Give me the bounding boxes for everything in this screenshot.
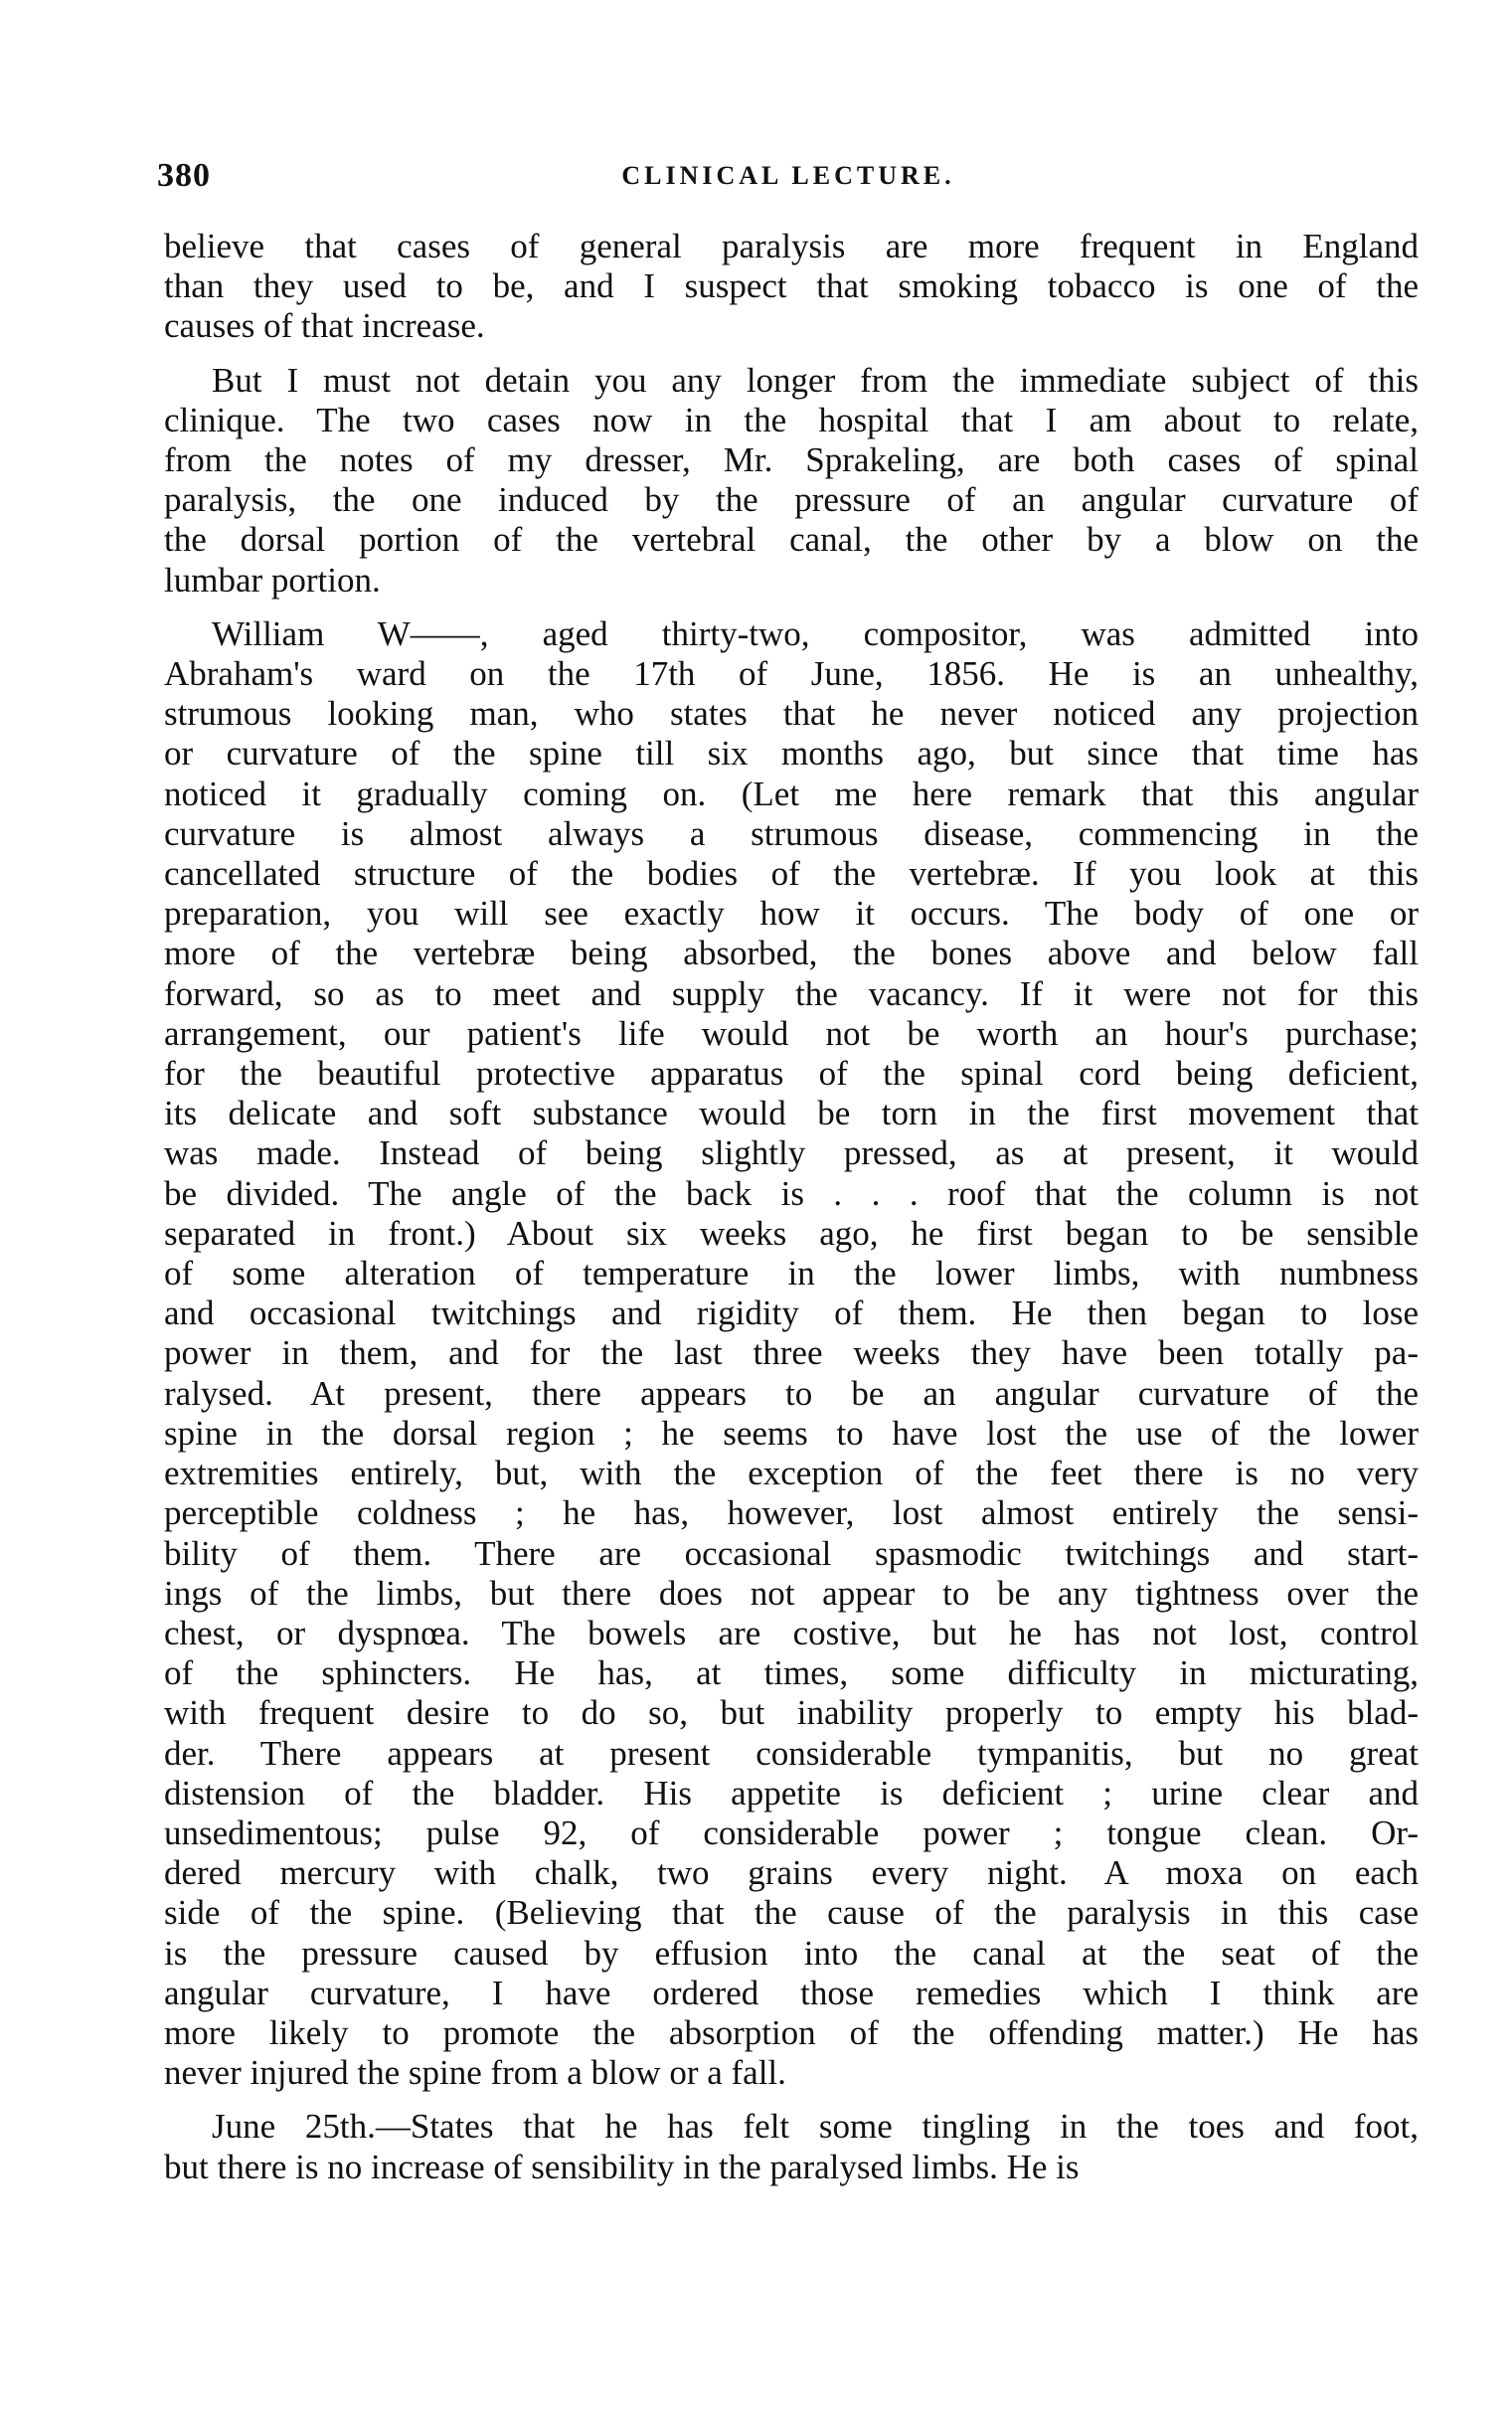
text-line: its delicate and soft substance would be torn in the first movement that bbox=[164, 1094, 1419, 1133]
text-line: never injured the spine from a blow or a fall. bbox=[164, 2053, 786, 2093]
paragraph-case-william bbox=[164, 614, 1419, 2094]
text-line: than they used to be, and I suspect that smoking tobacco is one of the bbox=[164, 266, 1419, 306]
text-line: the dorsal portion of the vertebral canal, the other by a blow on the bbox=[164, 520, 1419, 560]
text-line: for the beautiful protective apparatus of the spinal cord being deficient, bbox=[164, 1054, 1419, 1094]
text-line: separated in front.) About six weeks ago, he first began to be sensible bbox=[164, 1213, 1419, 1253]
paragraph-continuation bbox=[164, 227, 1419, 347]
paragraph-june-25th bbox=[164, 2107, 1419, 2186]
text-line: cancellated structure of the bodies of the vertebræ. If you look at this bbox=[164, 854, 1419, 894]
text-line: dered mercury with chalk, two grains every night. A moxa on each bbox=[164, 1853, 1419, 1893]
text-line: chest, or dyspnœa. The bowels are costive, but he has not lost, control bbox=[164, 1613, 1419, 1652]
text-line: more likely to promote the absorption of the offending matter.) He has bbox=[164, 2012, 1419, 2052]
text-line: June 25th.—States that he has felt some tingling in the toes and foot, bbox=[212, 2107, 1419, 2147]
text-line: forward, so as to meet and supply the vacancy. If it were not for this bbox=[164, 973, 1419, 1013]
text-line: curvature is almost always a strumous disease, commencing in the bbox=[164, 813, 1419, 853]
text-line: side of the spine. (Believing that the cause of the paralysis in this case bbox=[164, 1893, 1419, 1933]
text-line: power in them, and for the last three weeks they have been totally pa- bbox=[164, 1333, 1419, 1373]
text-line: perceptible coldness ; he has, however, lost almost entirely the sensi- bbox=[164, 1493, 1419, 1533]
text-line: ings of the limbs, but there does not appear to be any tightness over the bbox=[164, 1573, 1419, 1613]
text-line: was made. Instead of being slightly pressed, as at present, it would bbox=[164, 1133, 1419, 1173]
text-line: arrangement, our patient's life would not be worth an hour's purchase; bbox=[164, 1013, 1419, 1053]
text-line: of some alteration of temperature in the lower limbs, with numbness bbox=[164, 1254, 1419, 1294]
text-line: from the notes of my dresser, Mr. Sprakeling, are both cases of spinal bbox=[164, 440, 1419, 480]
text-line: paralysis, the one induced by the pressure of an angular curvature of bbox=[164, 480, 1419, 520]
text-line: bility of them. There are occasional spasmodic twitchings and start- bbox=[164, 1533, 1419, 1573]
text-line: but there is no increase of sensibility in the paralysed limbs. He is bbox=[164, 2147, 1080, 2186]
text-line: is the pressure caused by effusion into the canal at the seat of the bbox=[164, 1933, 1419, 1973]
text-line: believe that cases of general paralysis are more frequent in England bbox=[164, 227, 1419, 265]
page-header bbox=[157, 157, 1420, 207]
text-line: of the sphincters. He has, at times, some difficulty in micturating, bbox=[164, 1653, 1419, 1693]
text-line: be divided. The angle of the back is . . . roof that the column is not bbox=[164, 1173, 1419, 1213]
text-line: Abraham's ward on the 17th of June, 1856. He is an unhealthy, bbox=[164, 654, 1419, 694]
text-line: and occasional twitchings and rigidity of them. He then began to lose bbox=[164, 1294, 1419, 1333]
text-line: more of the vertebræ being absorbed, the bones above and below fall bbox=[164, 934, 1419, 973]
text-line: or curvature of the spine till six months ago, but since that time has bbox=[164, 734, 1419, 774]
text-line: causes of that increase. bbox=[164, 306, 485, 346]
text-line: spine in the dorsal region ; he seems to have lost the use of the lower bbox=[164, 1413, 1419, 1453]
text-line: preparation, you will see exactly how it occurs. The body of one or bbox=[164, 894, 1419, 934]
text-line: extremities entirely, but, with the exception of the feet there is no very bbox=[164, 1454, 1419, 1493]
text-line: der. There appears at present considerable tympanitis, but no great bbox=[164, 1733, 1419, 1773]
text-line: But I must not detain you any longer from the immediate subject of this bbox=[212, 360, 1419, 400]
paragraph-intro-cases bbox=[164, 361, 1419, 601]
text-line: angular curvature, I have ordered those remedies which I think are bbox=[164, 1973, 1419, 2012]
text-line: distension of the bladder. His appetite is deficient ; urine clear and bbox=[164, 1773, 1419, 1813]
text-line: William W——, aged thirty-two, compositor, was admitted into bbox=[212, 613, 1419, 653]
body-text bbox=[164, 227, 1419, 2187]
text-line: with frequent desire to do so, but inability properly to empty his blad- bbox=[164, 1693, 1419, 1733]
page-number: 380 bbox=[157, 157, 211, 194]
text-line: ralysed. At present, there appears to be an angular curvature of the bbox=[164, 1373, 1419, 1413]
text-line: strumous looking man, who states that he never noticed any projection bbox=[164, 694, 1419, 734]
text-line: noticed it gradually coming on. (Let me here remark that this angular bbox=[164, 774, 1419, 813]
running-title: CLINICAL LECTURE. bbox=[621, 161, 955, 190]
text-line: clinique. The two cases now in the hospital that I am about to relate, bbox=[164, 400, 1419, 439]
text-line: lumbar portion. bbox=[164, 560, 381, 600]
text-line: unsedimentous; pulse 92, of considerable power ; tongue clean. Or- bbox=[164, 1813, 1419, 1852]
